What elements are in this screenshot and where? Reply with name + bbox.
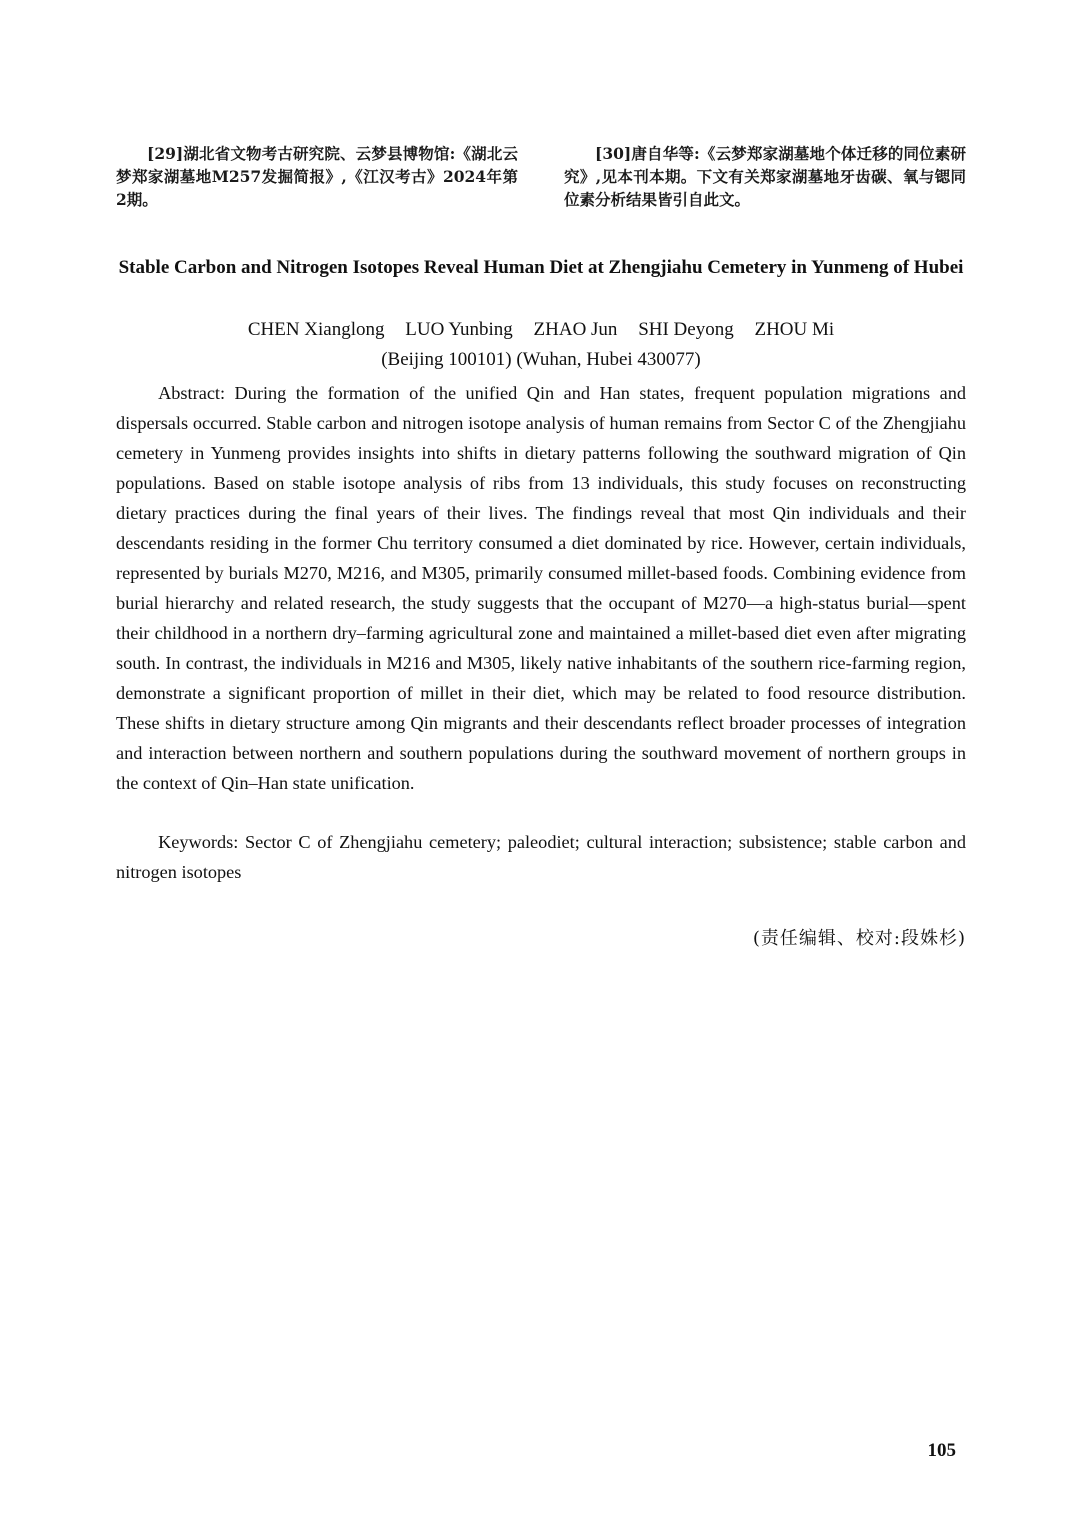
author-name: SHI Deyong [638,319,734,340]
article-title: Stable Carbon and Nitrogen Isotopes Reveal Human Diet at Zhengjiahu Cemetery in Yunmeng of Hubei [118,257,964,278]
reference-29: [29]湖北省文物考古研究院、云梦县博物馆:《湖北云梦郑家湖墓地M257发掘简报》,《江汉考古》2024年第2期。 [116,144,518,209]
page-number: 105 [927,1440,956,1461]
author-name: ZHOU Mi [754,319,835,340]
references [116,142,966,211]
author-name: CHEN Xianglong [247,319,385,340]
reference-30: [30]唐自华等:《云梦郑家湖墓地个体迁移的同位素研究》,见本刊本期。下文有关郑家湖墓地牙齿碳、氧与锶同位素分析结果皆引自此文。 [564,144,966,209]
author-list [116,315,966,345]
keywords: Keywords: Sector C of Zhengjiahu cemetery; paleodiet; cultural interaction; subsistence; stable carbon and nitrogen isotopes [116,832,966,882]
affiliation: (Beijing 100101) (Wuhan, Hubei 430077) [381,349,701,370]
author-name: LUO Yunbing [405,319,513,340]
editor-note: (责任编辑、校对:段姝杉) [752,928,966,949]
author-name: ZHAO Jun [533,319,618,340]
abstract: Abstract: During the formation of the unified Qin and Han states, frequent population migrations and dispersals occurred. Stable carbon and nitrogen isotope analysis of human remains from Sector C of the Zhengjiahu cemetery in Yunmeng provides insights into shifts in dietary patterns following the southward migration of Qin populations. Based on stable isotope analysis of ribs from 13 individuals, this study focuses on reconstructing dietary practices during the final years of their lives. The findings reveal that most Qin individuals and their descendants residing in the former Chu territory consumed a diet dominated by rice. However, certain individuals, represented by burials M270, M216, and M305, primarily consumed millet-based foods. Combining evidence from burial hierarchy and related research, the study suggests that the occupant of M270—a high-status burial—spent their childhood in a northern dry–farming agricultural zone and maintained a millet-based diet even after migrating south. In contrast, the individuals in M216 and M305, likely native inhabitants of the southern rice-farming region, demonstrate a significant proportion of millet in their diet, which may be related to food resource distribution. These shifts in dietary structure among Qin migrants and their descendants reflect broader processes of integration and interaction between northern and southern populations during the southward movement of northern groups in the context of Qin–Han state unification. [116,383,966,793]
